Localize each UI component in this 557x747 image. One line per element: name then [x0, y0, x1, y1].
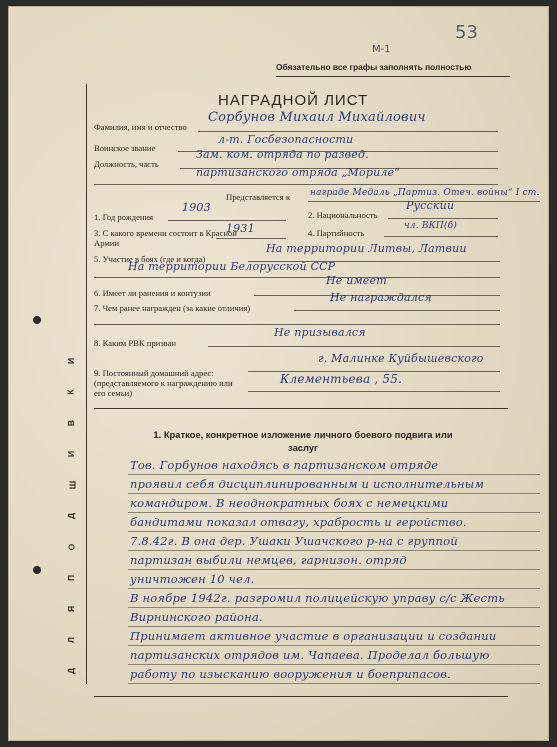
party-label: 4. Партийность	[308, 228, 365, 238]
address-value: г. Малинке Куйбышевского	[318, 352, 484, 365]
presented-value: награде Медаль „Партиз. Отеч. войны“ I ст.	[310, 188, 540, 198]
side-label-letter: В	[66, 419, 77, 427]
position-value: Зам. ком. отряда по развед.	[196, 148, 369, 161]
narrative-rule	[128, 645, 540, 646]
narrative-line: Тов. Горбунов находясь в партизанском отряде	[130, 458, 439, 472]
side-label-letter: П	[66, 574, 77, 582]
rule	[294, 310, 500, 311]
battles-value-line2: На территории Белорусской ССР	[128, 260, 336, 273]
narrative-line: проявил себя дисциплинированным и исполнительным	[130, 477, 485, 491]
name-label: Фамилия, имя и отчество	[94, 122, 187, 132]
narrative-rule	[128, 664, 540, 665]
narrative-line: Вирнинского района.	[130, 610, 263, 624]
award-sheet-page	[8, 6, 549, 741]
narrative-line: командиром. В неоднократных боях с немецкими	[130, 496, 449, 510]
rule	[208, 346, 500, 347]
birth-year-value: 1903	[182, 201, 211, 214]
binding-hole	[33, 316, 41, 324]
narrative-rule	[128, 512, 540, 513]
side-label-letter: О	[66, 543, 77, 551]
address-value-line2: Клементьева , 55.	[280, 372, 403, 386]
awards-label: 7. Чем ранее награжден (за какие отличия)	[94, 303, 251, 313]
side-label-letter: Л	[65, 637, 76, 643]
rvk-label: 8. Каким РВК призван	[94, 338, 177, 348]
section-title: 1. Краткое, конкретное изложение личного боевого подвига или заслуг	[153, 429, 453, 453]
narrative-line: партизан выбили немцев, гарнизон. отряд	[130, 553, 407, 567]
rule	[198, 131, 498, 132]
narrative-rule	[128, 493, 540, 494]
battles-label: 5. Участие в боях (где и когда)	[94, 254, 206, 264]
narrative-rule	[128, 569, 540, 570]
nationality-label: 2. Национальность	[308, 210, 378, 220]
narrative-rule	[128, 531, 540, 532]
side-label-letter: И	[66, 357, 77, 365]
section-divider	[94, 408, 508, 409]
narrative-rule	[128, 607, 540, 608]
narrative-rule	[128, 588, 540, 589]
rule	[388, 218, 498, 219]
rule	[216, 238, 286, 239]
rule	[168, 220, 286, 221]
rule	[94, 184, 498, 185]
rule	[248, 391, 500, 392]
narrative-rule	[128, 550, 540, 551]
binding-hole	[33, 566, 41, 574]
narrative-line: уничтожен 10 чел.	[130, 572, 255, 586]
side-label-letter: И	[66, 450, 77, 458]
bottom-rule	[94, 696, 508, 697]
nationality-value: Русский	[406, 199, 455, 212]
name-value: Сорбунов Михаил Михайлович	[208, 110, 426, 125]
left-margin-line	[86, 84, 87, 684]
rank-label: Воинское звание	[94, 143, 156, 153]
side-label-letter: Ш	[67, 480, 78, 490]
awards-value: Не награждался	[330, 291, 432, 304]
battles-value: На территории Литвы, Латвии	[266, 242, 467, 255]
side-label-letter: Д	[66, 512, 77, 520]
party-value: чл. ВКП(б)	[404, 221, 457, 231]
narrative-line: 7.8.42г. В она дер. Ушаки Ушачского р-на с группой	[130, 534, 458, 548]
rule	[94, 324, 500, 325]
narrative-line: Принимает активное участие в организации и создании	[130, 629, 497, 643]
side-label-letter: К	[65, 389, 76, 395]
army-since-label: 3. С какого времени состоит в Красной Армии	[94, 228, 237, 248]
narrative-rule	[128, 474, 540, 475]
position-value-line2: партизанского отряда „Мориле“	[196, 166, 401, 179]
narrative-rule	[128, 626, 540, 627]
narrative-rule	[128, 683, 540, 684]
document-title: НАГРАДНОЙ ЛИСТ	[218, 92, 369, 109]
side-label-letter: Я	[66, 605, 77, 613]
notice-text: Обязательно все графы заполнять полностью	[276, 62, 472, 72]
address-label: 9. Постоянный домашний адрес: (представляемого к награждению или его семьи)	[94, 368, 233, 398]
narrative-line: партизанских отрядов им. Чапаева. Проделал большую	[130, 648, 490, 662]
page-number-handwritten: 53	[455, 22, 478, 43]
wounds-label: 6. Имеет ли ранения и контузии	[94, 288, 211, 298]
birth-year-label: 1. Год рождения	[94, 212, 154, 222]
rvk-value: Не призывался	[274, 326, 366, 339]
form-mark: М-1	[372, 44, 391, 55]
army-since-value: 1931	[226, 222, 255, 235]
presented-label: Представляется к	[226, 192, 291, 202]
wounds-value: Не имеет	[326, 274, 387, 287]
rank-value: л-т. Госбезопасности	[218, 133, 354, 146]
position-label: Должность, часть	[94, 159, 159, 169]
side-label-letter: Д	[66, 667, 77, 675]
rule	[384, 236, 498, 237]
narrative-line: бандитами показал отвагу, храбрость и геройство.	[130, 515, 467, 529]
narrative-line: работу по изысканию вооружения и боеприпасов.	[130, 667, 452, 681]
rule	[94, 277, 500, 278]
notice-underline	[276, 76, 510, 77]
narrative-line: В ноябре 1942г. разгромил полицейскую управу с/с Жесть	[130, 591, 505, 605]
